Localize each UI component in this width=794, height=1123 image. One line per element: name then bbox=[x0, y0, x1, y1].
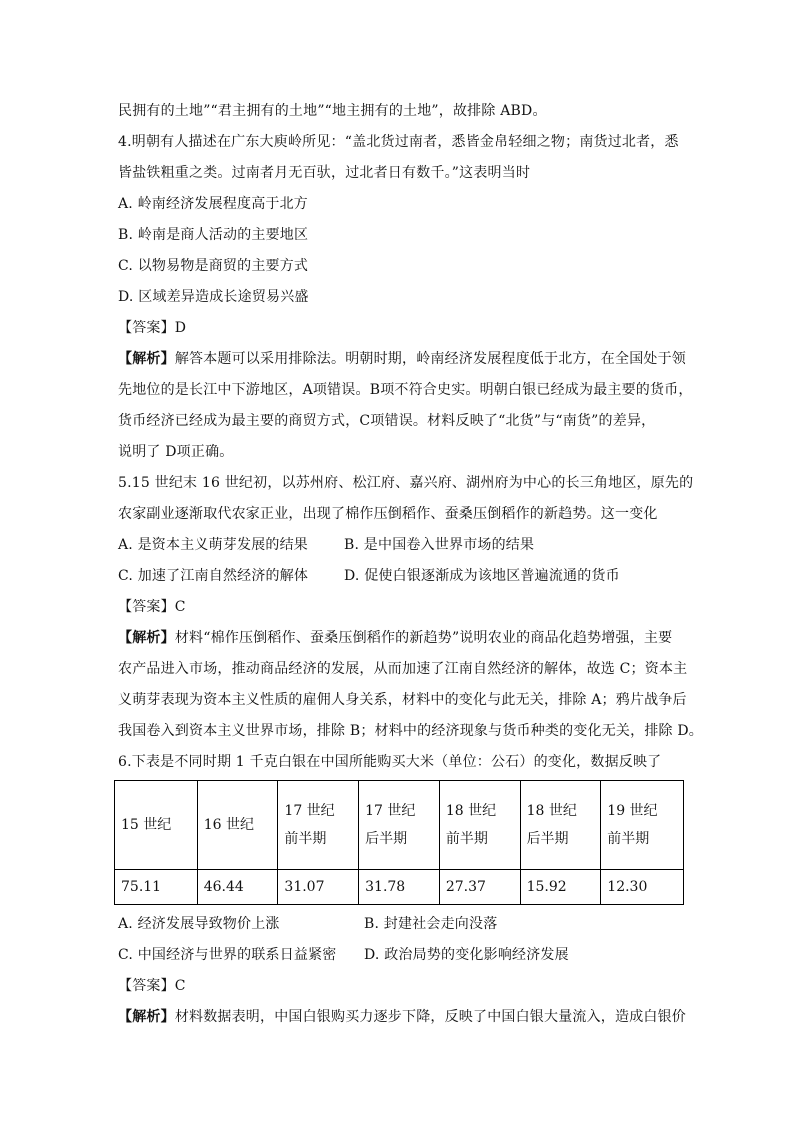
table-header-row bbox=[115, 781, 684, 870]
option-b: B. 封建社会走向没落 bbox=[364, 916, 498, 932]
table-cell: 27.37 bbox=[439, 870, 520, 905]
explanation-line: 农产品进入市场，推动商品经济的发展，从而加速了江南自然经济的解体，故选 C；资本主 bbox=[118, 661, 688, 677]
option-c: C. 加速了江南自然经济的解体 bbox=[118, 568, 309, 584]
explanation-line: 义萌芽表现为资本主义性质的雇佣人身关系，材料中的变化与此无关，排除 A；鸦片战争后 bbox=[118, 692, 687, 708]
header-subtext: 前半期 bbox=[607, 831, 650, 847]
explanation-line: 货币经济已经成为最主要的商贸方式，C项错误。材料反映了“北货”与“南货”的差异， bbox=[118, 413, 656, 429]
question-5 bbox=[118, 468, 704, 747]
table-header-cell bbox=[197, 781, 278, 870]
explanation-text: 材料“棉作压倒稻作、蚕桑压倒稻作的新趋势”说明农业的商品化趋势增强，主要 bbox=[174, 630, 673, 646]
header-text: 19 世纪 bbox=[607, 803, 658, 819]
option-a: A. 是资本主义萌芽发展的结果 bbox=[118, 537, 309, 553]
explanation-line: 我国卷入到资本主义世界市场，排除 B；材料中的经济现象与货币种类的变化无关，排除 D。 bbox=[118, 723, 704, 739]
header-subtext: 前半期 bbox=[284, 831, 327, 847]
question-stem: 4.明朝有人描述在广东大庾岭所见：“盖北货过南者，悉皆金帛轻细之物；南货过北者，悉 bbox=[118, 134, 679, 150]
document-page bbox=[118, 96, 704, 1033]
answer-line: 【答案】C bbox=[118, 599, 186, 615]
question-stem: 皆盐铁粗重之类。过南者月无百驮，过北者日有数千。”这表明当时 bbox=[118, 165, 531, 181]
question-stem: 5.15 世纪末 16 世纪初，以苏州府、松江府、嘉兴府、湖州府为中心的长三角地区，原先的 bbox=[118, 475, 694, 491]
option-a: A. 岭南经济发展程度高于北方 bbox=[118, 196, 309, 212]
table-header-cell bbox=[359, 781, 440, 870]
explanation-text: 解答本题可以采用排除法。明朝时期，岭南经济发展程度低于北方，在全国处于领 bbox=[174, 351, 687, 367]
option-b: B. 岭南是商人活动的主要地区 bbox=[118, 227, 309, 243]
question-6 bbox=[118, 747, 687, 1033]
header-subtext: 后半期 bbox=[365, 831, 408, 847]
silver-rice-table bbox=[114, 780, 684, 905]
answer-line: 【答案】C bbox=[118, 978, 186, 994]
table-cell: 31.78 bbox=[359, 870, 440, 905]
table-header-cell bbox=[520, 781, 601, 870]
header-text: 16 世纪 bbox=[203, 817, 254, 833]
explanation-line bbox=[118, 344, 687, 375]
option-row bbox=[118, 940, 684, 971]
option-row bbox=[118, 530, 684, 561]
table-row bbox=[115, 870, 684, 905]
table-header-cell bbox=[439, 781, 520, 870]
answer-line: 【答案】D bbox=[118, 320, 187, 336]
table-header-cell bbox=[601, 781, 684, 870]
question-stem: 农家副业逐渐取代农家正业，出现了棉作压倒稻作、蚕桑压倒稻作的新趋势。这一变化 bbox=[118, 506, 658, 522]
header-text: 18 世纪 bbox=[526, 803, 577, 819]
explanation-line: 先地位的是长江中下游地区，A项错误。B项不符合史实。明朝白银已经成为最主要的货币， bbox=[118, 382, 693, 398]
explanation-text: 材料数据表明，中国白银购买力逐步下降，反映了中国白银大量流入，造成白银价 bbox=[174, 1009, 687, 1025]
header-text: 18 世纪 bbox=[445, 803, 497, 819]
question-stem: 6.下表是不同时期 1 千克白银在中国所能购买大米（单位：公石）的变化，数据反映了 bbox=[118, 754, 662, 770]
option-b: B. 是中国卷入世界市场的结果 bbox=[344, 537, 535, 553]
option-c: C. 中国经济与世界的联系日益紧密 bbox=[118, 947, 337, 963]
table-cell: 12.30 bbox=[601, 870, 684, 905]
table-cell: 75.11 bbox=[115, 870, 198, 905]
table-cell: 31.07 bbox=[278, 870, 359, 905]
explanation-label: 【解析】 bbox=[118, 351, 175, 367]
option-row bbox=[118, 561, 684, 592]
header-text: 15 世纪 bbox=[121, 817, 172, 833]
header-text: 17 世纪 bbox=[284, 803, 335, 819]
option-d: D. 区域差异造成长途贸易兴盛 bbox=[118, 289, 309, 305]
option-d: D. 促使白银逐渐成为该地区普遍流通的货币 bbox=[344, 568, 620, 584]
explanation-line bbox=[118, 623, 684, 654]
option-a: A. 经济发展导致物价上涨 bbox=[118, 916, 280, 932]
header-text: 17 世纪 bbox=[365, 803, 416, 819]
header-subtext: 前半期 bbox=[445, 831, 488, 847]
explanation-label: 【解析】 bbox=[118, 1009, 175, 1025]
question-4 bbox=[118, 127, 693, 468]
table-header-cell bbox=[115, 781, 198, 870]
table-cell: 46.44 bbox=[197, 870, 278, 905]
explanation-line: 说明了 D项正确。 bbox=[118, 444, 234, 460]
header-subtext: 后半期 bbox=[526, 831, 569, 847]
table-cell: 15.92 bbox=[520, 870, 601, 905]
option-row bbox=[118, 909, 684, 940]
table-header-cell bbox=[278, 781, 359, 870]
option-c: C. 以物易物是商贸的主要方式 bbox=[118, 258, 309, 274]
explanation-line bbox=[118, 1002, 687, 1033]
explanation-label: 【解析】 bbox=[118, 630, 175, 646]
paragraph-line: 民拥有的土地”“君主拥有的土地”“地主拥有的土地”，故排除 ABD。 bbox=[118, 103, 547, 119]
option-d: D. 政治局势的变化影响经济发展 bbox=[364, 947, 569, 963]
